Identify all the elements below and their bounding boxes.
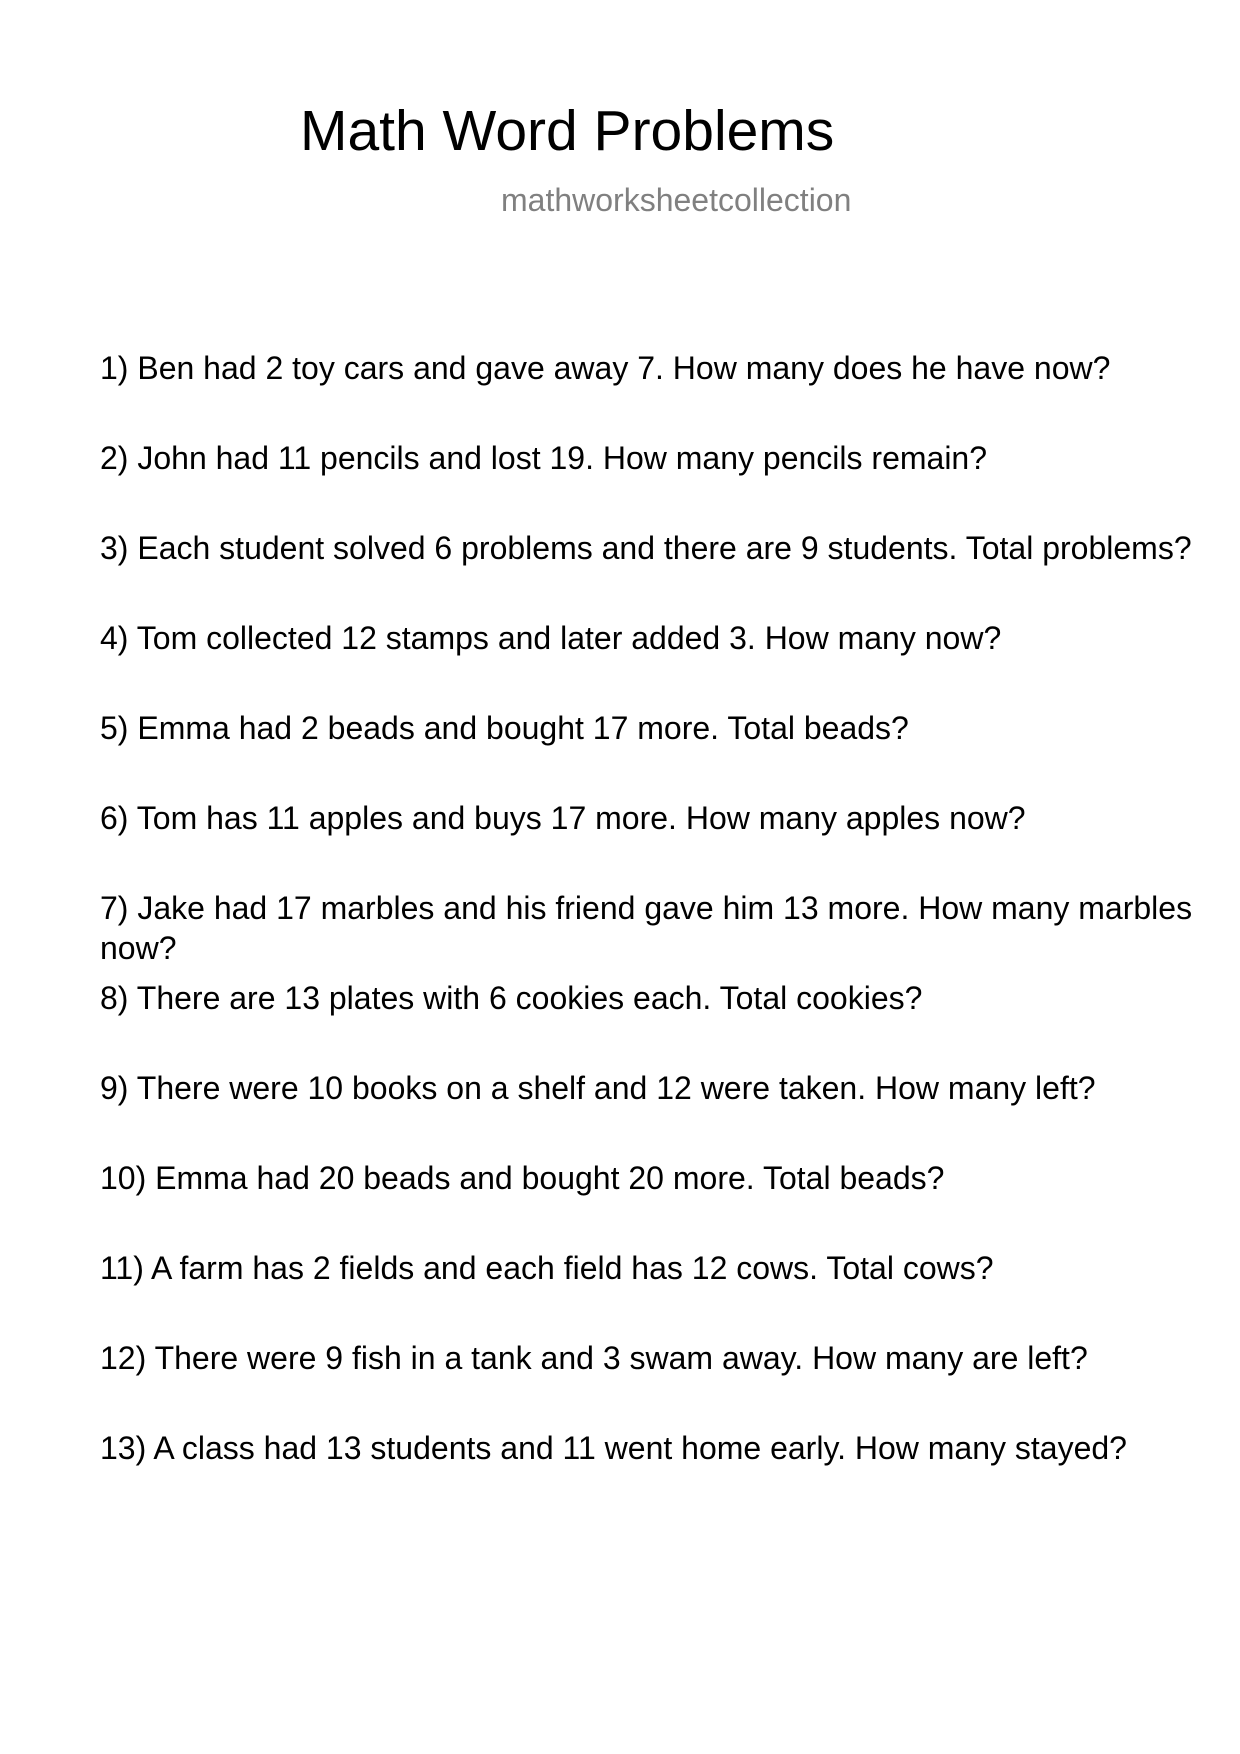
problem-item: 1) Ben had 2 toy cars and gave away 7. How many does he have now? — [100, 350, 1111, 386]
page-subtitle: mathworksheetcollection — [501, 182, 852, 218]
problem-item: 7) Jake had 17 marbles and his friend gave him 13 more. How many marbles now? — [100, 890, 1193, 966]
problem-list — [100, 348, 1220, 1518]
problem-item: 2) John had 11 pencils and lost 19. How many pencils remain? — [100, 440, 988, 476]
page-title: Math Word Problems — [300, 99, 835, 163]
problem-item: 12) There were 9 fish in a tank and 3 swam away. How many are left? — [100, 1340, 1088, 1376]
problem-item: 4) Tom collected 12 stamps and later added 3. How many now? — [100, 620, 1002, 656]
problem-item: 9) There were 10 books on a shelf and 12 were taken. How many left? — [100, 1070, 1096, 1106]
problem-item: 5) Emma had 2 beads and bought 17 more. Total beads? — [100, 710, 909, 746]
problem-item: 3) Each student solved 6 problems and there are 9 students. Total problems? — [100, 530, 1192, 566]
problem-item: 6) Tom has 11 apples and buys 17 more. How many apples now? — [100, 800, 1026, 836]
problem-item: 11) A farm has 2 fields and each field has 12 cows. Total cows? — [100, 1250, 994, 1286]
problem-item: 13) A class had 13 students and 11 went home early. How many stayed? — [100, 1430, 1127, 1466]
problem-item: 10) Emma had 20 beads and bought 20 more. Total beads? — [100, 1160, 945, 1196]
problem-item: 8) There are 13 plates with 6 cookies each. Total cookies? — [100, 980, 923, 1016]
